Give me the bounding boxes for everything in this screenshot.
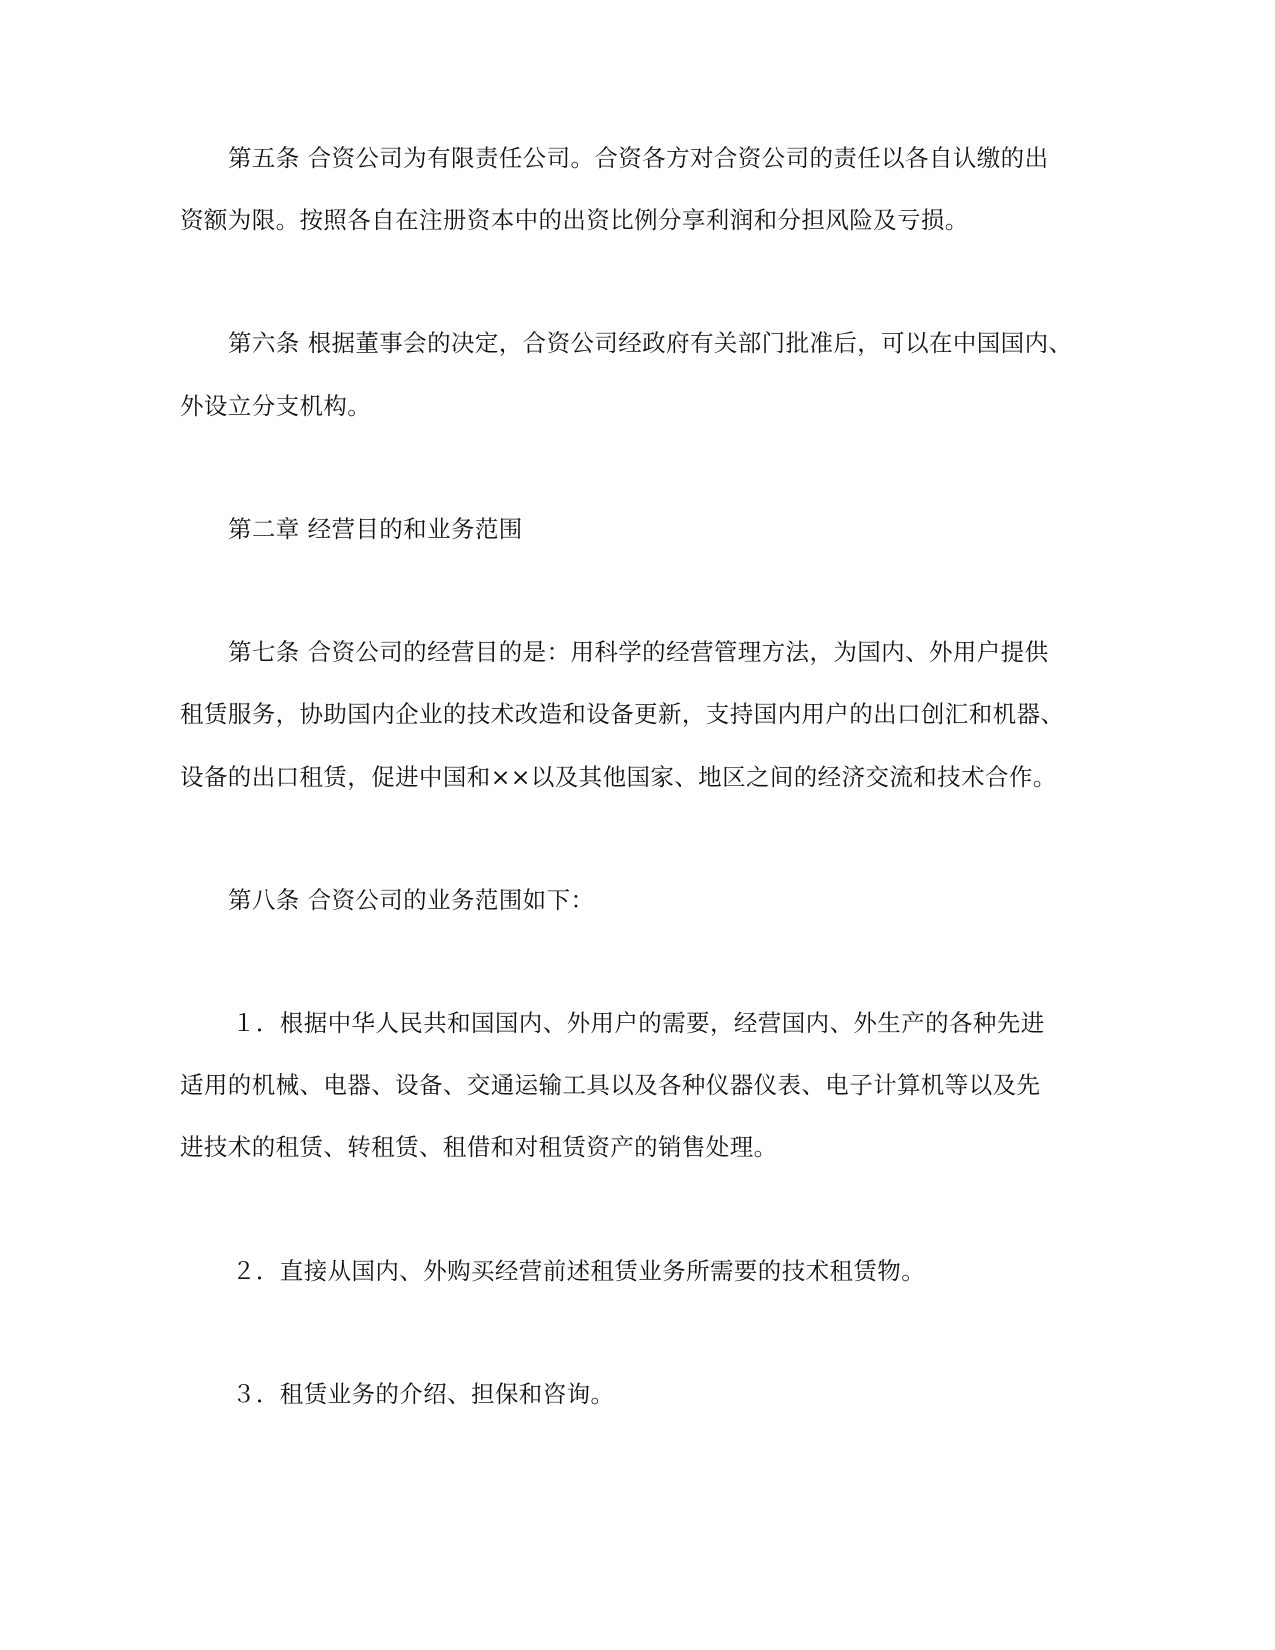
article-6-line-1: 第六条 根据董事会的决定，合资公司经政府有关部门批准后，可以在中国国内、 bbox=[228, 329, 1073, 357]
article-7-line-1: 第七条 合资公司的经营目的是：用科学的经营管理方法，为国内、外用户提供 bbox=[228, 638, 1049, 666]
article-8-item-3: ３．租赁业务的介绍、担保和咨询。 bbox=[232, 1380, 615, 1408]
article-6-line-2: 外设立分支机构。 bbox=[180, 392, 372, 420]
article-8-item-1-line-3: 进技术的租赁、转租赁、租借和对租赁资产的销售处理。 bbox=[180, 1133, 778, 1161]
article-8-item-1-line-1: １．根据中华人民共和国国内、外用户的需要，经营国内、外生产的各种先进 bbox=[232, 1009, 1045, 1037]
article-5-line-2: 资额为限。按照各自在注册资本中的出资比例分享利润和分担风险及亏损。 bbox=[180, 206, 969, 234]
article-8-intro: 第八条 合资公司的业务范围如下： bbox=[228, 886, 595, 914]
article-7-line-3: 设备的出口租赁，促进中国和××以及其他国家、地区之间的经济交流和技术合作。 bbox=[180, 763, 1057, 791]
chapter-2-heading: 第二章 经营目的和业务范围 bbox=[228, 515, 523, 543]
article-5-line-1: 第五条 合资公司为有限责任公司。合资各方对合资公司的责任以各自认缴的出 bbox=[228, 144, 1049, 172]
article-8-item-2: ２．直接从国内、外购买经营前述租赁业务所需要的技术租赁物。 bbox=[232, 1257, 926, 1285]
article-7-line-2: 租赁服务，协助国内企业的技术改造和设备更新，支持国内用户的出口创汇和机器、 bbox=[180, 700, 1065, 728]
article-8-item-1-line-2: 适用的机械、电器、设备、交通运输工具以及各种仪器仪表、电子计算机等以及先 bbox=[180, 1071, 1041, 1099]
